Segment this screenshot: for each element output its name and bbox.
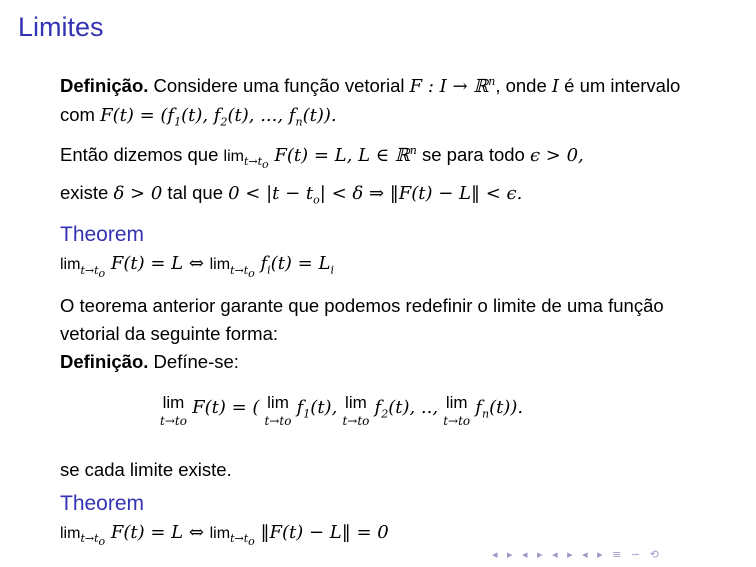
lim-sub: t→to — [264, 413, 292, 428]
math-theorem-1: $\lim_{t\to t_o} F(t) = L$ ⇔ $\lim_{t\to t_o} f_i(t) = L_i$ — [60, 252, 334, 280]
display-lhs: F(t) = ( — [192, 396, 260, 418]
def-text: , onde — [495, 75, 552, 96]
paragraph: O teorema anterior garante que podemos redefinir o limite de uma função vetorial da seguinte forma: — [60, 294, 664, 344]
lim-word: lim — [267, 392, 289, 412]
display-equation — [160, 394, 720, 442]
lim-sub: t→to — [160, 413, 187, 428]
math-function-signature: F : I → ℝ$^n$ — [409, 75, 496, 97]
def-text: Considere uma função vetorial — [148, 75, 410, 96]
math-theorem-2: $\lim_{t\to t_o} F(t) = L$ ⇔ $\lim_{t\to t_o}$ ‖F(t) − L‖ = 0 — [60, 521, 389, 549]
definition-2 — [60, 348, 720, 376]
beamer-navigation[interactable]: ◂ ▸ ◂ ▸ ◂ ▸ ◂ ▸ ≡ ∽ ⟲ — [492, 548, 662, 561]
slide-title: Limites — [18, 12, 104, 42]
definition-1-delta — [60, 179, 720, 215]
theorem-2-heading: Theorem — [60, 491, 145, 515]
display-term-2: $f_2(t)$, .., — [374, 396, 439, 421]
def-text: tal que — [162, 182, 229, 204]
math-components: $F(t) = (f_1(t)$, $f_2(t)$, ..., $f_n(t)$). — [100, 105, 337, 129]
slide-content — [60, 68, 720, 557]
limit-operator — [160, 394, 187, 430]
lim-word: lim — [445, 392, 468, 412]
theorem-1-heading: Theorem — [60, 222, 145, 246]
definition-1 — [60, 68, 720, 137]
math-limit-def: $\lim_{t\to t_o} F(t) = L$, L ∈ ℝ$^n$ — [223, 143, 417, 172]
limit-operator — [342, 394, 369, 430]
def-text: se para todo — [416, 143, 530, 165]
lim-sub: t→to — [443, 413, 471, 428]
definition-1-limit — [60, 137, 720, 180]
math-epsilon: ϵ > 0, — [529, 144, 584, 166]
display-term-1: $f_1(t)$, — [296, 396, 338, 421]
math-condition: $0 < |t - t_o| < \delta$ ⇒ ‖F(t) − L‖ < ϵ. — [228, 183, 523, 207]
lim-sub: t→to — [342, 413, 370, 428]
after-display-text: se cada limite existe. — [60, 458, 232, 480]
def-text: existe — [60, 182, 114, 204]
display-term-n: $f_n(t)$). — [475, 396, 524, 421]
definition-label: Definição. — [60, 350, 149, 372]
theorem-1-statement — [60, 249, 720, 288]
definition-label: Definição. — [60, 75, 149, 96]
def-text: Então dizemos que — [60, 143, 224, 165]
lim-word: lim — [345, 392, 367, 412]
math-delta: δ > 0 — [113, 183, 163, 205]
limit-operator — [443, 394, 470, 430]
lim-word: lim — [162, 392, 185, 412]
def-text: Defíne-se: — [148, 350, 239, 372]
def-text: é um intervalo com — [60, 75, 681, 125]
math-interval: I — [551, 76, 560, 97]
limit-operator — [265, 394, 292, 430]
